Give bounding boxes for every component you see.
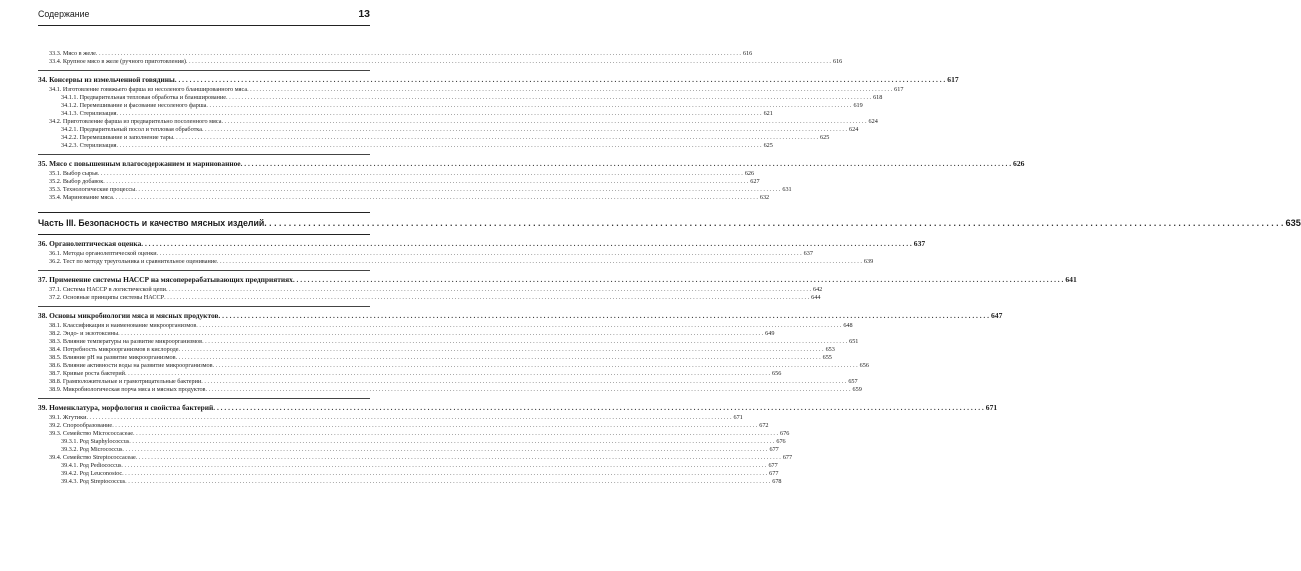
section-divider <box>38 270 370 271</box>
toc-section-entry[interactable] <box>38 338 859 346</box>
toc-entry-page: 619 <box>853 102 863 109</box>
dot-leader <box>186 58 831 66</box>
toc-entry-title: 39.4. Семейство Streptococcaceae <box>49 454 136 461</box>
toc-entry-page: 624 <box>868 118 878 125</box>
toc-section-entry[interactable] <box>38 286 823 294</box>
dot-leader <box>217 258 862 266</box>
toc-entry-title: 34.2.3. Стерилизация <box>61 142 117 149</box>
dot-leader <box>202 338 847 346</box>
dot-leader <box>201 378 846 386</box>
toc-section-entry[interactable] <box>38 86 904 94</box>
toc-entry-title: 37.2. Основные принципы системы НАССР <box>49 294 165 301</box>
section-title: Содержание <box>38 9 90 19</box>
dot-leader <box>221 118 866 126</box>
toc-section-entry[interactable] <box>38 118 878 126</box>
toc-entry-title: 38.9. Микробиологическая порча мяса и мясных продуктов <box>49 386 206 393</box>
toc-chapter-entry[interactable] <box>38 402 998 414</box>
toc-section-entry[interactable] <box>38 354 832 362</box>
toc-entry-page: 649 <box>765 330 775 337</box>
section-divider <box>38 70 370 71</box>
dot-leader <box>141 238 911 250</box>
toc-entry-page: 671 <box>985 403 998 412</box>
dot-leader <box>173 134 818 142</box>
toc-entry-title: 34.2.2. Перемешивание и заполнение тары <box>61 134 173 141</box>
toc-subsection-entry[interactable] <box>38 102 863 110</box>
dot-leader <box>136 454 781 462</box>
toc-entry-page: 625 <box>820 134 830 141</box>
toc-section-entry[interactable] <box>38 330 775 338</box>
toc-entry-title: 38.8. Грамположительные и грамотрицательные бактерии <box>49 378 202 385</box>
toc-chapter-entry[interactable] <box>38 158 1025 170</box>
toc-subsection-entry[interactable] <box>38 94 883 102</box>
dot-leader <box>122 470 767 478</box>
toc-entry-title: 36. Органолептическая оценка <box>38 239 142 248</box>
toc-entry-page: 676 <box>780 430 790 437</box>
toc-entry-page: 659 <box>852 386 862 393</box>
toc-section-entry[interactable] <box>38 322 853 330</box>
toc-entry-page: 647 <box>990 311 1003 320</box>
toc-section-entry[interactable] <box>38 422 769 430</box>
toc-chapter-entry[interactable] <box>38 274 1077 286</box>
dot-leader <box>133 430 778 438</box>
dot-leader <box>247 86 892 94</box>
toc-entry-page: 671 <box>733 414 743 421</box>
toc-subsection-entry[interactable] <box>38 126 859 134</box>
dot-leader <box>205 386 850 394</box>
dot-leader <box>96 50 741 58</box>
running-header <box>38 9 370 26</box>
toc-section-entry[interactable] <box>38 294 821 302</box>
toc-entry-page: 655 <box>822 354 832 361</box>
toc-entry-title: 33.4. Крупное мясо в желе (ручного приготовления) <box>49 58 186 65</box>
dot-leader <box>117 110 762 118</box>
dot-leader <box>264 216 1283 230</box>
toc-entry-title: 38.6. Влияние активности воды на развитие микроорганизмов <box>49 362 213 369</box>
toc-entry-page: 627 <box>750 178 760 185</box>
toc-entry-page: 676 <box>776 438 786 445</box>
toc-entry-page: 641 <box>1065 275 1077 284</box>
dot-leader <box>135 186 780 194</box>
toc-section-entry[interactable] <box>38 58 843 66</box>
dot-leader <box>117 142 762 150</box>
toc-entry-page: 624 <box>849 126 859 133</box>
toc-entry-page: 656 <box>859 362 869 369</box>
toc-entry-page: 617 <box>894 86 904 93</box>
toc-entry-title: 38.4. Потребность микроорганизмов в кислороде <box>49 346 179 353</box>
toc-entry-page: 642 <box>812 286 823 293</box>
toc-entry-page: 677 <box>769 446 779 453</box>
toc-entry-title: 39.4.3. Род Streptococcus <box>61 478 126 485</box>
toc-entry-title: 39.3.2. Род Micrococcus <box>61 446 123 453</box>
toc-entry-page: 626 <box>744 170 755 177</box>
toc-section-entry[interactable] <box>38 50 753 58</box>
toc-entry-title: 38. Основы микробиологии мяса и мясных продуктов <box>38 311 219 320</box>
toc-entry-page: 631 <box>782 186 792 193</box>
section-divider <box>38 212 370 213</box>
toc-entry-page: 617 <box>947 75 959 84</box>
toc-entry-page: 637 <box>913 239 926 248</box>
toc-entry-page: 639 <box>863 258 874 265</box>
dot-leader <box>179 346 824 354</box>
toc-entry-title: Часть III. Безопасность и качество мясных изделий <box>38 218 265 228</box>
dot-leader <box>166 286 811 294</box>
toc-entry-title: 34.1. Изготовление говяжьего фарша из несоленого бланшированного мяса <box>49 86 248 93</box>
toc-section-entry[interactable] <box>38 378 858 386</box>
table-of-contents <box>38 50 1301 486</box>
toc-subsection-entry[interactable] <box>38 134 830 142</box>
toc-entry-page: 616 <box>742 50 753 57</box>
toc-section-entry[interactable] <box>38 250 813 258</box>
dot-leader <box>213 362 858 370</box>
dot-leader <box>129 438 774 446</box>
toc-section-entry[interactable] <box>38 194 770 202</box>
toc-chapter-entry[interactable] <box>38 238 926 250</box>
toc-entry-page: 626 <box>1013 159 1025 168</box>
dot-leader <box>125 478 770 486</box>
toc-entry-title: 39.4.1. Род Pediococcus <box>61 462 122 469</box>
toc-section-entry[interactable] <box>38 454 793 462</box>
toc-entry-page: 677 <box>769 470 779 477</box>
toc-subsection-entry[interactable] <box>38 438 786 446</box>
toc-entry-page: 677 <box>782 454 793 461</box>
toc-entry-title: 34.2. Приготовление фарша из предварительно посоленного мяса <box>49 118 222 125</box>
toc-section-entry[interactable] <box>38 186 792 194</box>
toc-chapter-entry[interactable] <box>38 310 1003 322</box>
dot-leader <box>293 274 1063 286</box>
toc-entry-title: 37. Применение системы НАССР на мясоперерабатывающих предприятиях <box>38 275 293 284</box>
toc-section-entry[interactable] <box>38 178 760 186</box>
toc-entry-page: 651 <box>849 338 859 345</box>
dot-leader <box>196 322 841 330</box>
toc-entry-title: 34.1.1. Предварительная тепловая обработка и бланширование <box>61 94 227 101</box>
toc-subsection-entry[interactable] <box>38 478 782 486</box>
toc-section-entry[interactable] <box>38 362 869 370</box>
toc-section-entry[interactable] <box>38 414 743 422</box>
toc-section-entry[interactable] <box>38 258 874 266</box>
section-divider <box>38 154 370 155</box>
toc-entry-page: 653 <box>825 346 835 353</box>
toc-entry-title: 38.5. Влияние pH на развитие микроорганизмов <box>49 354 176 361</box>
toc-entry-page: 678 <box>772 478 782 485</box>
toc-section-entry[interactable] <box>38 370 782 378</box>
dot-leader <box>103 178 748 186</box>
dot-leader <box>121 462 766 470</box>
toc-entry-title: 39.3.1. Род Staphylococcus <box>61 438 130 445</box>
toc-entry-title: 35.2. Выбор добавок <box>49 178 104 185</box>
toc-entry-title: 37.1. Система НАССР в логистической цепи <box>49 286 166 293</box>
section-divider <box>38 398 370 399</box>
toc-section-entry[interactable] <box>38 170 755 178</box>
dot-leader <box>118 330 763 338</box>
toc-entry-title: 33.3. Мясо в желе <box>49 50 96 57</box>
spacer <box>38 202 370 208</box>
toc-entry-page: 648 <box>843 322 853 329</box>
dot-leader <box>218 310 988 322</box>
section-divider <box>38 234 370 235</box>
dot-leader <box>98 170 743 178</box>
toc-entry-page: 635 <box>1285 218 1301 228</box>
toc-entry-title: 34. Консервы из измельченной говядины <box>38 75 175 84</box>
toc-subsection-entry[interactable] <box>38 446 779 454</box>
dot-leader <box>113 194 758 202</box>
dot-leader <box>213 402 983 414</box>
toc-entry-page: 656 <box>772 370 782 377</box>
toc-entry-page: 657 <box>848 378 858 385</box>
toc-entry-title: 34.1.2. Перемешивание и фасование несоленого фарша <box>61 102 207 109</box>
toc-entry-page: 632 <box>759 194 770 201</box>
toc-entry-title: 38.7. Кривые роста бактерий <box>49 370 125 377</box>
toc-entry-page: 672 <box>759 422 769 429</box>
dot-leader <box>125 370 770 378</box>
dot-leader <box>122 446 767 454</box>
toc-entry-title: 34.1.3. Стерилизация <box>61 110 117 117</box>
dot-leader <box>241 158 1011 170</box>
dot-leader <box>202 126 847 134</box>
toc-entry-title: 36.1. Методы органолептической оценки <box>49 250 157 257</box>
toc-entry-page: 644 <box>811 294 821 301</box>
toc-chapter-entry[interactable] <box>38 74 959 86</box>
dot-leader <box>157 250 802 258</box>
toc-part-entry[interactable] <box>38 216 1301 230</box>
toc-entry-title: 39.2. Спорообразование <box>49 422 113 429</box>
toc-subsection-entry[interactable] <box>38 462 778 470</box>
dot-leader <box>112 422 757 430</box>
page-number: 13 <box>358 8 370 20</box>
toc-entry-title: 39.4.2. Род Leuconostoc <box>61 470 123 477</box>
toc-entry-title: 39.3. Семейство Micrococcaceae <box>49 430 133 437</box>
toc-entry-title: 39. Номенклатура, морфология и свойства бактерий <box>38 403 214 412</box>
toc-entry-title: 35.4. Маринование мяса <box>49 194 113 201</box>
toc-entry-title: 38.2. Эндо- и экзотоксины <box>49 330 119 337</box>
toc-subsection-entry[interactable] <box>38 142 773 150</box>
toc-entry-page: 677 <box>768 462 778 469</box>
toc-entry-page: 637 <box>803 250 813 257</box>
toc-entry-page: 618 <box>873 94 883 101</box>
toc-entry-title: 39.1. Жгутики <box>49 414 87 421</box>
dot-leader <box>164 294 809 302</box>
dot-leader <box>226 94 871 102</box>
toc-entry-title: 38.1. Классификация и наименование микроорганизмов <box>49 322 197 329</box>
toc-entry-title: 36.2. Тест по методу треугольника и сравнительное оценивание <box>49 258 217 265</box>
dot-leader <box>175 74 945 86</box>
dot-leader <box>176 354 821 362</box>
toc-entry-title: 35. Мясо с повышенным влагосодержанием и маринованное <box>38 159 241 168</box>
toc-entry-page: 616 <box>832 58 843 65</box>
toc-entry-page: 625 <box>763 142 773 149</box>
toc-entry-title: 35.3. Технологические процессы <box>49 186 136 193</box>
toc-entry-title: 35.1. Выбор сырья <box>49 170 98 177</box>
toc-entry-title: 34.2.1. Предварительный посол и тепловая обработка <box>61 126 202 133</box>
toc-section-entry[interactable] <box>38 430 790 438</box>
toc-subsection-entry[interactable] <box>38 470 779 478</box>
toc-section-entry[interactable] <box>38 386 862 394</box>
toc-entry-page: 621 <box>763 110 773 117</box>
toc-section-entry[interactable] <box>38 346 835 354</box>
dot-leader <box>206 102 851 110</box>
dot-leader <box>86 414 731 422</box>
toc-subsection-entry[interactable] <box>38 110 773 118</box>
section-divider <box>38 306 370 307</box>
toc-entry-title: 38.3. Влияние температуры на развитие микроорганизмов <box>49 338 203 345</box>
